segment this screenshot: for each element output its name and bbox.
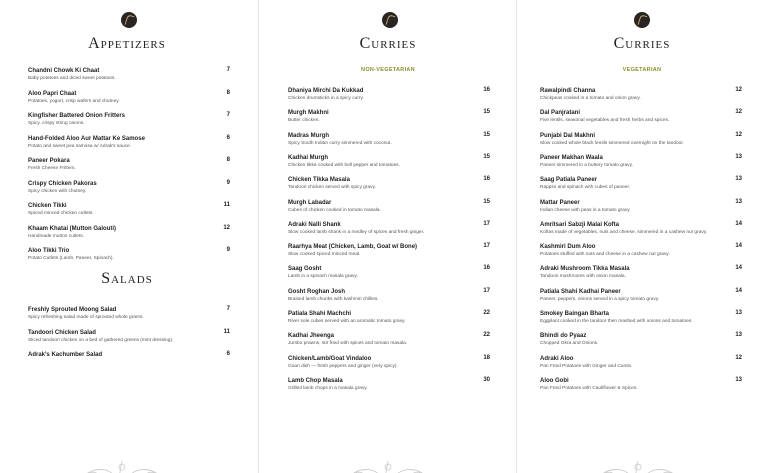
appetizers-salads-column <box>0 0 254 473</box>
menu-item-name: Tandoori Chicken Salad <box>28 329 96 336</box>
menu-item-description: Pan Fried Potatoes with Cauliflower & Spices. <box>540 385 638 391</box>
menu-item-name: Paneer Makhan Waala <box>540 154 603 161</box>
menu-item <box>28 351 230 359</box>
menu-item-description: Spicy refreshing salad made of sprouted whole grams. <box>28 315 144 320</box>
menu-item <box>288 221 490 237</box>
menu-item-name: Patiala Shahi Machchi <box>288 311 352 317</box>
menu-item-price: 13 <box>735 310 742 316</box>
menu-item-name: Crispy Chicken Pakoras <box>28 180 97 187</box>
menu-item-price: 22 <box>483 310 490 316</box>
menu-item-description: Slow cooked whole black lentils simmered overnight on the tandoor. <box>540 140 684 146</box>
menu-item-description: Spiced minced chicken cutlets. <box>28 211 94 216</box>
menu-item-price: 7 <box>226 112 230 118</box>
appetizers-heading: Appetizers <box>88 35 166 52</box>
menu-item <box>28 247 230 263</box>
curries-heading: Curries <box>359 35 417 52</box>
menu-item-description: Chicken tikka cooked with bell pepper and tomatoes. <box>288 162 400 168</box>
menu-item <box>288 176 490 192</box>
floral-ornament-icon <box>588 457 688 473</box>
menu-item-description: Spicy South Indian curry simmered with coconut. <box>288 140 392 146</box>
menu-item <box>288 265 490 281</box>
menu-item-description: Five lentils, seasonal vegetables and fresh herbs and spices. <box>540 118 670 124</box>
menu-item-price: 15 <box>483 109 490 116</box>
menu-item <box>28 112 230 128</box>
menu-item <box>288 87 490 103</box>
menu-item-name: Aloo Papri Chaat <box>28 90 77 97</box>
menu-item-description: Pan Fried Potatoes with Ginger and Cumin. <box>540 363 633 369</box>
logo-icon <box>382 12 398 28</box>
menu-item <box>540 199 742 215</box>
menu-item <box>28 90 230 106</box>
menu-item-name: Raarhya Meat (Chicken, Lamb, Goat w/ Bone) <box>288 244 418 251</box>
menu-item-description: Grilled lamb chops in a masala gravy. <box>288 385 368 391</box>
menu-item-price: 22 <box>483 332 490 339</box>
logo-icon <box>634 12 650 28</box>
menu-item <box>288 288 490 304</box>
menu-item-name: Smokey Baingan Bharta <box>540 311 610 317</box>
menu-item-name: Amritsari Sabzji Malai Kofta <box>540 221 620 228</box>
menu-item <box>540 132 742 148</box>
menu-item-name: Chicken Tikki <box>28 203 67 209</box>
menu-item-price: 13 <box>735 153 742 160</box>
menu-item <box>28 67 230 83</box>
menu-item-name: Chandni Chowk Ki Chaat <box>28 68 100 74</box>
menu-item-name: Hand-Folded Aloo Aur Mattar Ke Samose <box>28 135 145 142</box>
menu-item-price: 9 <box>226 247 230 253</box>
menu-item-price: 12 <box>735 354 742 361</box>
menu-item-name: Adraki Aloo <box>540 355 574 362</box>
menu-item-price: 14 <box>735 265 742 272</box>
menu-item-description: Indian cheese with peas in a tomato gravy. <box>540 207 631 213</box>
menu-item-price: 7 <box>226 67 230 73</box>
vegetarian-subheading: VEGETARIAN <box>622 67 662 73</box>
menu-item-description: River sole cubes served with an aromatic tomato gravy. <box>288 319 406 324</box>
menu-item <box>540 265 742 281</box>
menu-item-price: 17 <box>483 243 490 250</box>
menu-item <box>288 132 490 148</box>
menu-item-name: Aloo Gobi <box>540 377 569 384</box>
menu-item-name: Saag Patiala Paneer <box>540 177 598 184</box>
menu-item-price: 14 <box>735 287 742 294</box>
menu-item <box>540 377 742 393</box>
menu-item-description: Chickpeas cooked in a tomato and onion gravy. <box>540 96 641 101</box>
menu-item-price: 16 <box>483 176 490 183</box>
menu-item <box>288 332 490 348</box>
menu-item <box>28 180 230 196</box>
menu-item-price: 17 <box>483 220 490 227</box>
menu-item-price: 6 <box>226 134 230 141</box>
menu-item-description: Slow cooked spiced minced meat. <box>288 252 361 258</box>
menu-item <box>28 202 230 218</box>
menu-item-price: 7 <box>226 306 230 312</box>
menu-item <box>540 332 742 348</box>
menu-item-name: Gosht Roghan Josh <box>288 288 345 295</box>
menu-item-name: Adraki Nalli Shank <box>288 221 341 228</box>
menu-item-description: Potato and sweet pea samosa w/ Adrak's sauce. <box>28 143 132 149</box>
menu-item <box>288 243 490 259</box>
menu-item-description: Goan dish — fresh peppers and ginger (very spicy). <box>288 363 398 369</box>
menu-item-description: Handmade mutton cutlets. <box>28 233 84 239</box>
menu-item <box>28 225 230 241</box>
menu-item-name: Freshly Sprouted Moong Salad <box>28 307 117 313</box>
menu-item <box>540 243 742 259</box>
menu-item-price: 14 <box>735 243 742 250</box>
menu-item-name: Kashmiri Dum Aloo <box>540 244 596 251</box>
non-vegetarian-subheading: NON-VEGETARIAN <box>361 67 415 73</box>
menu-item-description: Potatoes stuffed with nuts and cheese in a cashew nut gravy. <box>540 252 670 258</box>
menu-item-name: Kingfisher Battered Onion Fritters <box>28 113 126 119</box>
menu-item-name: Bhindi do Pyaaz <box>540 333 587 340</box>
menu-item-name: Kadhai Murgh <box>288 154 328 161</box>
menu-item-name: Murgh Makhni <box>288 110 329 117</box>
menu-item-name: Saag Gosht <box>288 266 322 273</box>
logo-icon <box>121 12 137 28</box>
menu-item-description: Lamb in a spinach masala gravy. <box>288 274 358 280</box>
menu-item-price: 15 <box>483 198 490 205</box>
floral-ornament-icon <box>338 457 438 473</box>
menu-item-description: Sliced tandoori chicken on a bed of gathered greens (mint dressing). <box>28 337 174 343</box>
menu-item-description: Rappini and spinach with cubes of paneer. <box>540 185 631 191</box>
menu-item-name: Murgh Labadar <box>288 199 332 206</box>
menu-item <box>28 135 230 151</box>
menu-item-name: Paneer Pokara <box>28 158 70 164</box>
menu-item-price: 6 <box>226 351 230 357</box>
menu-item <box>540 176 742 192</box>
menu-item <box>28 306 230 322</box>
menu-item-price: 30 <box>483 376 490 383</box>
menu-item-name: Dal Panjratani <box>540 110 581 117</box>
menu-item-name: Adrak's Kachumber Salad <box>28 352 103 358</box>
menu-item-name: Punjabi Dal Makhni <box>540 132 596 139</box>
menu-item-price: 13 <box>735 332 742 339</box>
menu-item-name: Chicken Tikka Masala <box>288 177 350 184</box>
menu-item-description: Potatoes, yogurt, crisp wafers and chutney. <box>28 98 120 104</box>
salads-heading: Salads <box>101 270 153 287</box>
menu-item <box>540 109 742 125</box>
menu-item-price: 11 <box>223 328 230 335</box>
menu-item-price: 12 <box>735 87 742 93</box>
menu-item-description: Koftas made of vegetables, nuts and cheese, simmered in a cashew nut gravy. <box>540 229 708 235</box>
menu-item-name: Dhaniya Mirchi Da Kukkad <box>288 88 364 94</box>
menu-item-description: Chopped Okra and Onions. <box>540 341 599 347</box>
menu-item <box>28 329 230 345</box>
menu-item-price: 13 <box>735 376 742 383</box>
menu-item <box>288 355 490 371</box>
menu-item-price: 16 <box>483 265 490 272</box>
menu-item-price: 13 <box>735 198 742 205</box>
menu-item-price: 13 <box>735 176 742 183</box>
menu-item <box>540 221 742 237</box>
menu-item-price: 8 <box>226 89 230 96</box>
menu-item <box>540 154 742 170</box>
menu-item-description: Baby potatoes and diced sweet potatoes. <box>28 76 116 81</box>
menu-item-price: 15 <box>483 131 490 138</box>
menu-item <box>540 310 742 326</box>
menu-item <box>288 154 490 170</box>
menu-item-price: 16 <box>483 87 490 93</box>
column-divider <box>516 0 517 473</box>
menu-item-price: 11 <box>223 202 230 208</box>
menu-item-price: 12 <box>735 109 742 116</box>
menu-item <box>28 157 230 173</box>
menu-item-name: Chicken/Lamb/Goat Vindaloo <box>288 355 372 362</box>
menu-item-name: Lamb Chop Masala <box>288 377 343 384</box>
menu-item-name: Kadhai Jheenga <box>288 333 335 340</box>
menu-item-name: Madras Murgh <box>288 132 330 139</box>
menu-item-price: 17 <box>483 287 490 294</box>
menu-item <box>288 199 490 215</box>
menu-item-description: Paneer simmered in a buttery tomato gravy. <box>540 162 633 168</box>
menu-item-price: 14 <box>735 220 742 227</box>
menu-item-price: 9 <box>226 179 230 186</box>
veg-curries-column <box>518 0 779 473</box>
menu-item-price: 15 <box>483 153 490 160</box>
menu-item-description: Chicken drumsticks in a spicy curry. <box>288 96 364 101</box>
menu-item-price: 12 <box>735 131 742 138</box>
menu-item-description: Eggplant cooked in the tandoor then mashed with onions and tomatoes. <box>540 319 693 324</box>
menu-item-name: Aloo Tikki Trio <box>28 248 70 254</box>
menu-item-description: Braised lamb chunks with kashmiri chillies. <box>288 296 379 302</box>
menu-item-description: Tandoori mushrooms with onion masala. <box>540 274 626 280</box>
menu-item <box>288 310 490 326</box>
menu-item-description: Slow cooked lamb shank in a medley of spices and fresh ginger. <box>288 229 425 235</box>
menu-item-price: 18 <box>483 354 490 361</box>
menu-item <box>288 109 490 125</box>
menu-item-description: Fresh Cheese Fritters. <box>28 166 76 171</box>
menu-item-description: Spicy chicken with chutney. <box>28 188 87 194</box>
menu-item <box>288 377 490 393</box>
menu-item-name: Khaam Khatai (Mutton Galouti) <box>28 225 116 232</box>
column-divider <box>258 0 259 473</box>
menu-item <box>540 355 742 371</box>
menu-item-description: Jumbo prawns, stir fried with spices and tomato masala. <box>288 341 408 347</box>
menu-item <box>540 87 742 103</box>
menu-item-description: Cubes of chicken cooked in tomato masala. <box>288 207 381 213</box>
menu-item-name: Rawalpindi Channa <box>540 88 596 94</box>
floral-ornament-icon <box>72 457 172 473</box>
menu-item-description: Tandoori chicken served with spicy gravy. <box>288 185 376 191</box>
menu-item-description: Spicy, crispy string onions. <box>28 121 85 126</box>
menu-item-description: Butter chicken. <box>288 118 320 124</box>
menu-item-price: 8 <box>226 157 230 163</box>
menu-item-name: Adraki Mushroom Tikka Masala <box>540 266 630 273</box>
menu-item-description: Potato Cutlets (Lamb, Paneer, Spinach). <box>28 256 114 261</box>
menu-item-description: Paneer, peppers, onions served in a spicy tomato gravy. <box>540 296 660 302</box>
menu-item-price: 12 <box>223 224 230 231</box>
menu-item-name: Patiala Shahi Kadhai Paneer <box>540 288 621 295</box>
non-veg-curries-column <box>261 0 515 473</box>
curries-heading: Curries <box>613 35 671 52</box>
menu-item <box>540 288 742 304</box>
menu-item-name: Mattar Paneer <box>540 199 580 206</box>
